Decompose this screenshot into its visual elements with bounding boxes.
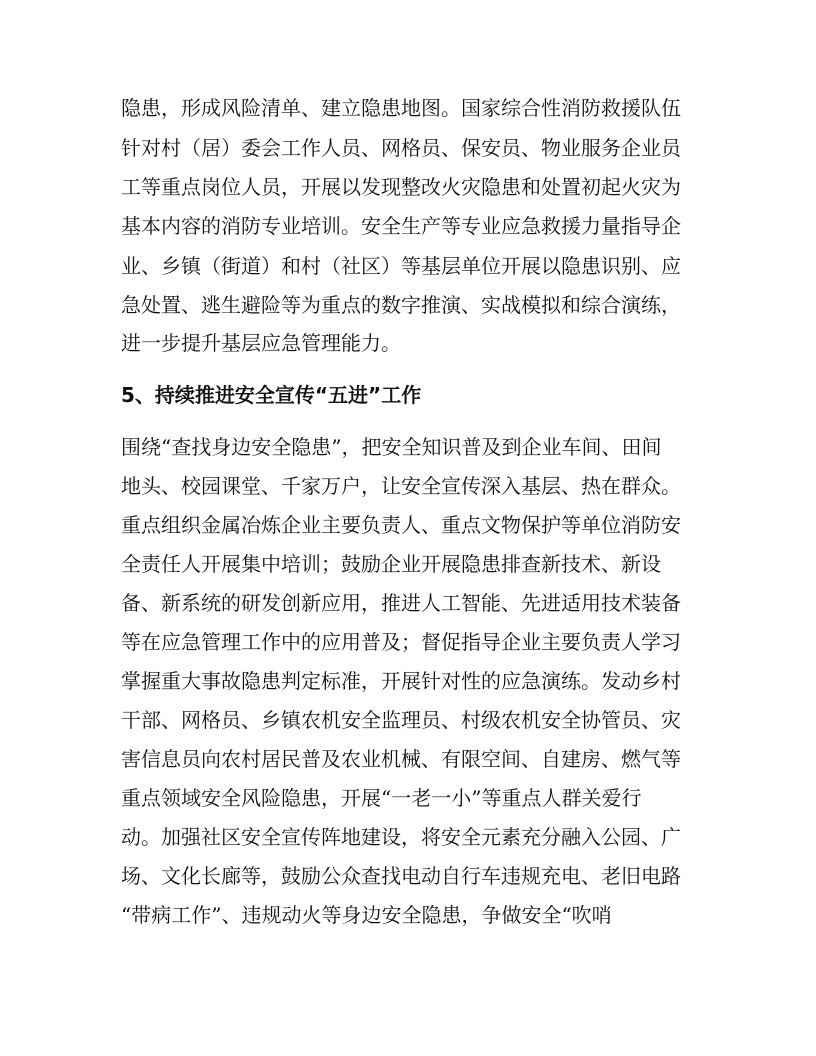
paragraph-line: “带病工作”、违规动火等身边安全隐患，争做安全“吹哨 (121, 903, 612, 927)
paragraph-line: 重点领域安全风险隐患，开展“一老一小”等重点人群关爱行 (121, 786, 642, 810)
paragraph-line: 隐患，形成风险清单、建立隐患地图。国家综合性消防救援队伍 (121, 96, 681, 120)
paragraph-line: 急处置、逃生避险等为重点的数字推演、实战模拟和综合演练， (121, 293, 681, 317)
paragraph-line: 基本内容的消防专业培训。安全生产等专业应急救援力量指导企 (121, 214, 681, 238)
paragraph-line: 工等重点岗位人员，开展以发现整改火灾隐患和处置初起火灾为 (121, 175, 681, 199)
paragraph-line: 进一步提升基层应急管理能力。 (121, 331, 401, 355)
paragraph-line: 围绕“查找身边安全隐患”，把安全知识普及到企业车间、田间 (121, 435, 662, 459)
section-heading: 5、持续推进安全宣传“五进”工作 (121, 383, 422, 407)
paragraph-line: 全责任人开展集中培训；鼓励企业开展隐患排查新技术、新设 (121, 552, 661, 576)
paragraph-line: 重点组织金属冶炼企业主要负责人、重点文物保护等单位消防安 (121, 513, 681, 537)
paragraph-line: 动。加强社区安全宣传阵地建设，将安全元素充分融入公园、广 (121, 825, 681, 849)
paragraph-line: 业、乡镇（街道）和村（社区）等基层单位开展以隐患识别、应 (121, 254, 681, 278)
paragraph-line: 干部、网格员、乡镇农机安全监理员、村级农机安全协管员、灾 (121, 708, 681, 732)
paragraph-line: 针对村（居）委会工作人员、网格员、保安员、物业服务企业员 (121, 136, 681, 160)
paragraph-line: 掌握重大事故隐患判定标准，开展针对性的应急演练。发动乡村 (121, 669, 681, 693)
paragraph-line: 害信息员向农村居民普及农业机械、有限空间、自建房、燃气等 (121, 747, 681, 771)
paragraph-line: 场、文化长廊等，鼓励公众查找电动自行车违规充电、老旧电路 (121, 864, 681, 888)
paragraph-line: 备、新系统的研发创新应用，推进人工智能、先进适用技术装备 (121, 591, 681, 615)
paragraph-line: 地头、校园课堂、千家万户，让安全宣传深入基层、热在群众。 (121, 474, 681, 498)
paragraph-line: 等在应急管理工作中的应用普及；督促指导企业主要负责人学习 (121, 630, 681, 654)
